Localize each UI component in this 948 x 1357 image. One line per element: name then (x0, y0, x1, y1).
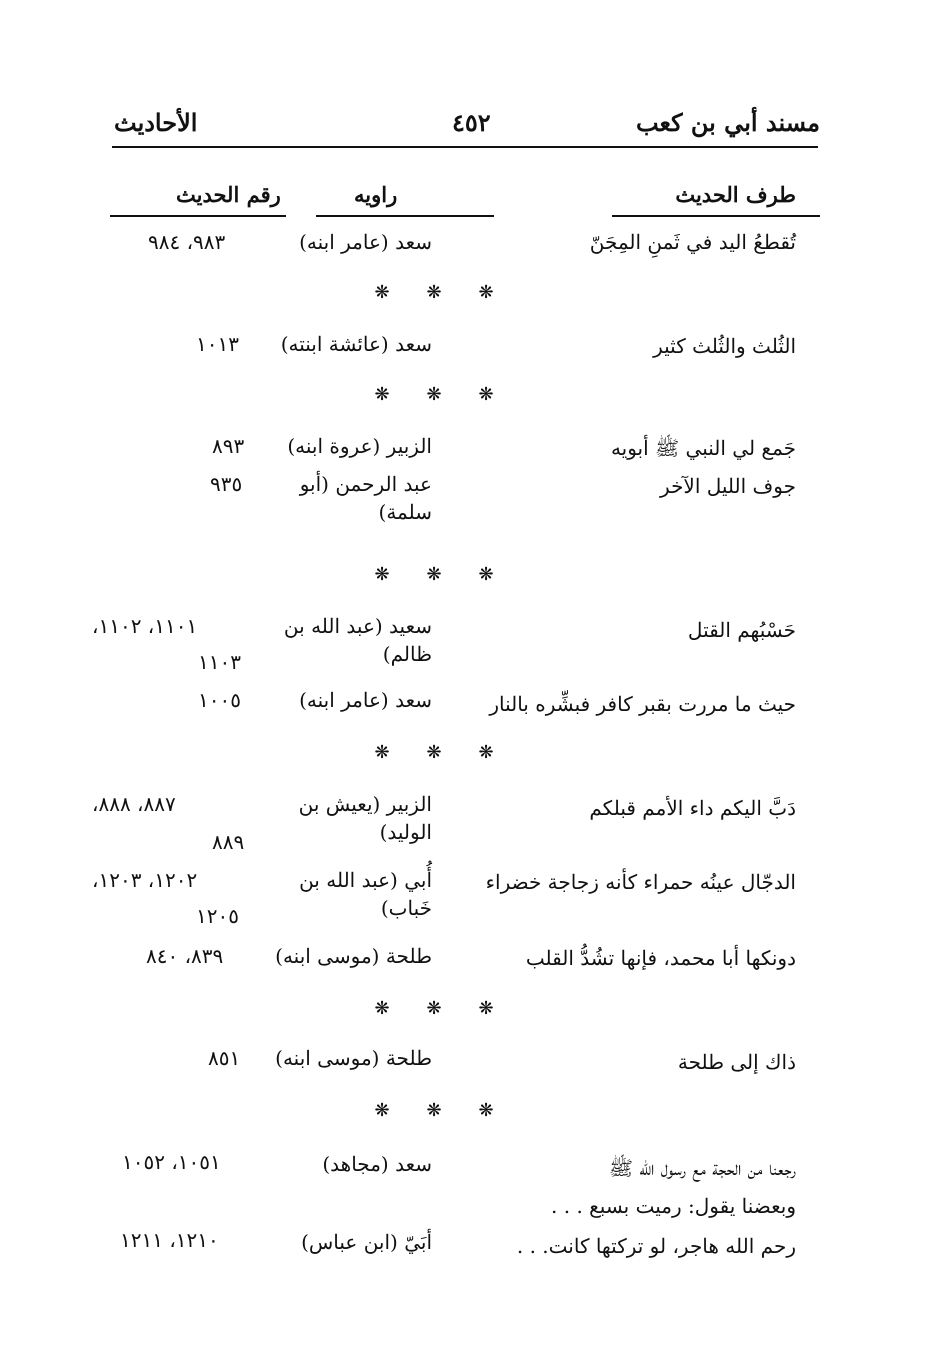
entry-tarf: الدجّال عينُه حمراء كأنه زجاجة خضراء (485, 870, 796, 894)
entry-tarf: حَسْبُهم القتل (687, 618, 796, 642)
entry-tarf: رحم الله هاجر، لو تركتها كانت. . . (516, 1234, 796, 1258)
entry-tarf: جَمع لي النبي ﷺ أبويه (610, 436, 796, 460)
entry-raqm: ١٠١٣ (196, 332, 239, 356)
entry-tarf: جوف الليل الآخر (660, 474, 796, 498)
entry-raqm: ٨٣٩، ٨٤٠ (146, 944, 224, 968)
entry-rawi: طلحة (موسى ابنه) (275, 1046, 432, 1070)
entry-tarf: رجعنا من الحجة مع رسول الله ﷺ (608, 1156, 796, 1180)
section-separator: ❋ ❋ ❋ (374, 282, 494, 303)
section-separator: ❋ ❋ ❋ (374, 1100, 494, 1121)
entry-rawi: أُبي (عبد الله بن خَباب) (299, 868, 432, 920)
column-heading-rawi: راويه (354, 182, 398, 207)
entry-rawi: طلحة (موسى ابنه) (275, 944, 432, 968)
entry-raqm: ٩٣٥ (210, 472, 243, 496)
entry-rawi: سعد (عامر ابنه) (299, 688, 432, 712)
entry-tarf: ذاك إلى طلحة (677, 1050, 796, 1074)
entry-raqm: ٨٨٧، ٨٨٨، (92, 792, 176, 816)
entry-raqm-continued: ١٢٠٥ (196, 904, 239, 928)
section-separator: ❋ ❋ ❋ (374, 742, 494, 763)
section-separator: ❋ ❋ ❋ (374, 564, 494, 585)
entry-tarf: الثُلث والثُلث كثير (653, 334, 796, 358)
entry-tarf: دونكها أبا محمد، فإنها تشُدُّ القلب (525, 946, 796, 970)
entry-rawi: الزبير (يعيش بن الوليد) (298, 792, 432, 844)
entry-raqm: ١٢١٠، ١٢١١ (120, 1228, 219, 1252)
entry-tarf: حيث ما مررت بقبر كافر فبشِّره بالنار (489, 692, 796, 716)
entry-tarf: دَبَّ اليكم داء الأمم قبلكم (589, 796, 796, 820)
entry-rawi: سعد (مجاهد) (322, 1152, 432, 1176)
entry-raqm-continued: ٨٨٩ (212, 830, 245, 854)
entry-raqm: ١١٠١، ١١٠٢، (92, 614, 198, 638)
section-separator: ❋ ❋ ❋ (374, 998, 494, 1019)
column-heading-raqm: رقم الحديث (176, 182, 281, 207)
section-separator: ❋ ❋ ❋ (374, 384, 494, 405)
column-rule-rawi (316, 215, 494, 217)
entry-raqm: ١٢٠٢، ١٢٠٣، (92, 868, 198, 892)
entry-raqm: ٩٨٣، ٩٨٤ (148, 230, 226, 254)
page-number: ٤٥٢ (452, 108, 491, 137)
entry-rawi: سعد (عائشة ابنته) (280, 332, 432, 356)
header-rule (112, 146, 818, 148)
entry-rawi: عبد الرحمن (أبو سلمة) (299, 472, 432, 524)
entry-raqm-continued: ١١٠٣ (198, 650, 241, 674)
entry-raqm: ٨٥١ (208, 1046, 241, 1070)
entry-rawi: أبَيّ (ابن عباس) (301, 1230, 432, 1254)
entry-raqm: ١٠٥١، ١٠٥٢ (122, 1150, 221, 1174)
entry-raqm: ١٠٠٥ (198, 688, 241, 712)
column-heading-tarf: طرف الحديث (675, 182, 796, 207)
entry-tarf-continued: وبعضنا يقول: رميت بسبع . . . (551, 1194, 796, 1218)
entry-rawi: سعد (عامر ابنه) (299, 230, 432, 254)
entry-raqm: ٨٩٣ (212, 434, 245, 458)
entry-rawi: سعيد (عبد الله بن ظالم) (283, 614, 432, 666)
entry-rawi: الزبير (عروة ابنه) (287, 434, 432, 458)
entry-tarf: تُقطعُ اليد في ثَمنِ المِجَنّ (589, 230, 796, 254)
running-title-right: مسند أبي بن كعب (635, 108, 820, 137)
column-rule-raqm (110, 215, 286, 217)
running-title-left: الأحاديث (114, 108, 198, 137)
column-rule-tarf (612, 215, 820, 217)
